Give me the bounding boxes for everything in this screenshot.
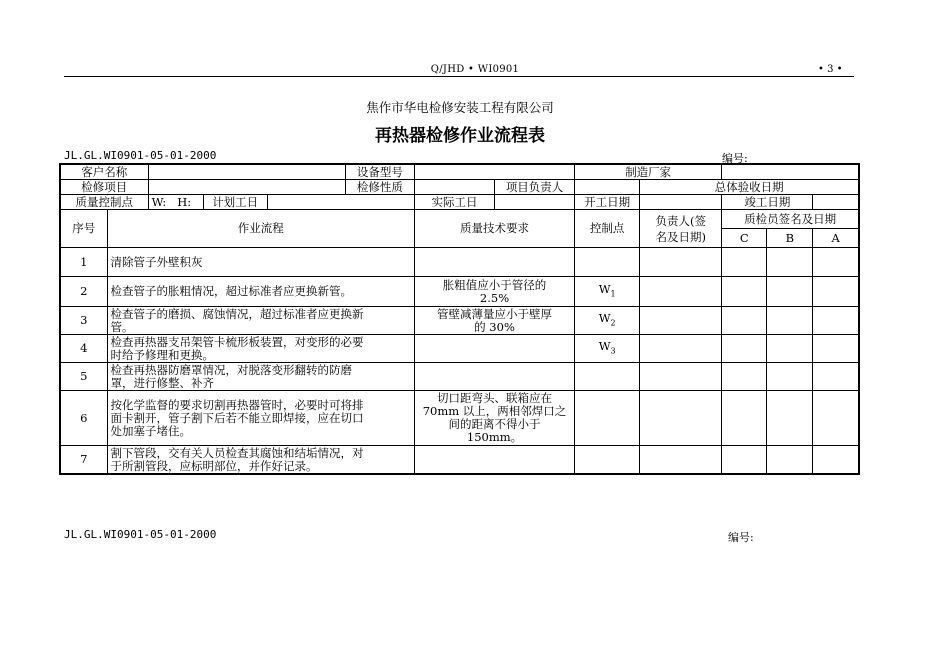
- flow-line: 管。: [110, 319, 134, 334]
- responsible-cell[interactable]: [640, 248, 722, 277]
- quality-line: 间的距离不得小于: [448, 417, 541, 431]
- grade-b-header: B: [767, 229, 813, 248]
- acceptance-label: 总体验收日期: [640, 180, 859, 195]
- flow-line: 处加塞子堵住。: [110, 423, 192, 438]
- grade-c-cell[interactable]: [722, 363, 767, 391]
- control-cell: [575, 335, 640, 363]
- header-rule: [64, 76, 854, 77]
- row-number: 5: [60, 363, 107, 391]
- quality-line: 胀粗值应小于管径的: [442, 277, 547, 292]
- row-number: 4: [60, 335, 107, 363]
- responsible-header: [640, 210, 722, 248]
- model-label: 设备型号: [345, 164, 414, 180]
- responsible-cell[interactable]: [640, 307, 722, 335]
- table-row: [60, 391, 859, 446]
- page-title: 再热器检修作业流程表: [375, 126, 545, 146]
- flow-line: 检查管子的磨损、腐蚀情况，超过标准者应更换新: [110, 306, 364, 321]
- actual-days-value[interactable]: [495, 195, 575, 210]
- control-cell: [575, 446, 640, 475]
- flow-line: 时给予修理和更换。: [110, 347, 215, 362]
- row-number: 7: [60, 446, 107, 475]
- quality-line: 70mm 以上，两相邻焊口之: [422, 404, 567, 418]
- quality-line: 2.5%: [479, 290, 510, 305]
- item-label: 检修项目: [60, 180, 148, 195]
- model-value[interactable]: [414, 164, 574, 180]
- grade-a-header: A: [813, 229, 859, 248]
- grade-a-cell[interactable]: [813, 248, 859, 277]
- grade-a-cell[interactable]: [813, 335, 859, 363]
- grade-b-cell[interactable]: [767, 307, 813, 335]
- table-row: [60, 363, 859, 391]
- row-number: 6: [60, 391, 107, 446]
- plan-days-value[interactable]: [267, 195, 414, 210]
- grade-b-cell[interactable]: [767, 335, 813, 363]
- flow-header: 作业流程: [107, 210, 414, 248]
- grade-c-cell[interactable]: [722, 307, 767, 335]
- control-cell: [575, 363, 640, 391]
- page-number: • 3 •: [818, 64, 843, 75]
- row-number: 2: [60, 277, 107, 307]
- qc-header: 质检员签名及日期: [722, 210, 859, 229]
- h-label: H:: [177, 194, 192, 209]
- flow-line: 面卡割开，管子割下后若不能立即焊接，应在切口: [110, 410, 364, 425]
- table-row: [60, 335, 859, 363]
- grade-b-cell[interactable]: [767, 248, 813, 277]
- control-header: 控制点: [575, 210, 640, 248]
- quality-header: 质量技术要求: [414, 210, 574, 248]
- table-row: [60, 446, 859, 475]
- grade-a-cell[interactable]: [813, 446, 859, 475]
- control-point-subscript: 2: [610, 318, 616, 328]
- responsible-cell[interactable]: [640, 277, 722, 307]
- responsible-cell[interactable]: [640, 391, 722, 446]
- start-date-value[interactable]: [640, 195, 722, 210]
- nature-label: 检修性质: [345, 180, 414, 195]
- grade-b-cell[interactable]: [767, 363, 813, 391]
- document-code: Q/JHD • WI0901: [430, 64, 520, 75]
- info-row-2: [60, 180, 859, 195]
- flow-cell: [107, 307, 414, 335]
- quality-cell: [414, 277, 574, 307]
- flow-line: 检查再热器支吊架管卡梳形板装置，对变形的必要: [110, 334, 364, 349]
- maker-label: 制造厂家: [575, 164, 722, 180]
- control-point: W: [598, 310, 611, 325]
- plan-days-label: 计划工日: [203, 195, 267, 210]
- quality-cell: [414, 363, 574, 391]
- grade-b-cell[interactable]: [767, 277, 813, 307]
- quality-cell: [414, 335, 574, 363]
- actual-days-label: 实际工日: [414, 195, 494, 210]
- item-value[interactable]: [148, 180, 345, 195]
- grade-c-cell[interactable]: [722, 248, 767, 277]
- responsible-header-line-1: 负责人(签: [655, 213, 706, 228]
- flow-cell: [107, 446, 414, 475]
- table-row: [60, 307, 859, 335]
- table-row: [60, 277, 859, 307]
- w-label: W:: [151, 194, 167, 209]
- grade-c-header: C: [722, 229, 767, 248]
- quality-cell: [414, 391, 574, 446]
- flow-cell: [107, 363, 414, 391]
- customer-value[interactable]: [148, 164, 345, 180]
- control-point-subscript: 3: [610, 346, 616, 356]
- work-flow-table: [59, 163, 860, 475]
- start-date-label: 开工日期: [575, 195, 640, 210]
- quality-line: 切口距弯头、联箱应在: [437, 391, 553, 405]
- grade-b-cell[interactable]: [767, 391, 813, 446]
- table-row: [60, 248, 859, 277]
- control-point-subscript: 1: [610, 289, 616, 299]
- flow-line: 罩，进行修整、补齐: [110, 375, 215, 390]
- grade-c-cell[interactable]: [722, 335, 767, 363]
- column-header-row-1: [60, 210, 859, 229]
- finish-date-value[interactable]: [813, 195, 859, 210]
- flow-line: 割下管段，交有关人员检查其腐蚀和结垢情况，对: [110, 445, 364, 460]
- flow-line: 于所割管段，应标明部位，并作好记录。: [110, 458, 318, 473]
- flow-cell: 清除管子外壁积灰: [107, 248, 414, 277]
- control-cell: [575, 391, 640, 446]
- grade-c-cell[interactable]: [722, 446, 767, 475]
- quality-cell: [414, 446, 574, 475]
- control-point: W: [598, 338, 611, 353]
- info-row-1: [60, 164, 859, 180]
- quality-cell: [414, 307, 574, 335]
- leader-label: 项目负责人: [495, 180, 575, 195]
- row-number: 1: [60, 248, 107, 277]
- w-h-field[interactable]: [148, 195, 203, 210]
- control-cell: [575, 277, 640, 307]
- grade-b-cell[interactable]: [767, 446, 813, 475]
- grade-c-cell[interactable]: [722, 391, 767, 446]
- flow-cell: [107, 391, 414, 446]
- customer-label: 客户名称: [60, 164, 148, 180]
- quality-line: 管壁减薄量应小于壁厚: [437, 306, 553, 321]
- responsible-cell[interactable]: [640, 363, 722, 391]
- maker-value[interactable]: [722, 164, 859, 180]
- number-label: 编号:: [722, 152, 748, 165]
- company-name: 焦作市华电检修安装工程有限公司: [366, 100, 554, 115]
- quality-line: 150mm。: [466, 430, 523, 444]
- form-code: JL.GL.WI0901-05-01-2000: [64, 149, 217, 162]
- grade-a-cell[interactable]: [813, 363, 859, 391]
- control-cell: [575, 307, 640, 335]
- grade-a-cell[interactable]: [813, 277, 859, 307]
- nature-value[interactable]: [414, 180, 494, 195]
- flow-cell: 检查管子的胀粗情况，超过标准者应更换新管。: [107, 277, 414, 307]
- qc-points-label: 质量控制点: [60, 195, 148, 210]
- quality-cell: [414, 248, 574, 277]
- grade-c-cell[interactable]: [722, 277, 767, 307]
- info-row-3: [60, 195, 859, 210]
- finish-date-label: 竣工日期: [722, 195, 813, 210]
- grade-a-cell[interactable]: [813, 307, 859, 335]
- grade-a-cell[interactable]: [813, 391, 859, 446]
- control-cell: [575, 248, 640, 277]
- flow-cell: [107, 335, 414, 363]
- flow-line: 检查再热器防磨罩情况，对脱落变形翻转的防磨: [110, 362, 353, 377]
- footer-form-code: JL.GL.WI0901-05-01-2000: [64, 528, 217, 541]
- seq-header: 序号: [60, 210, 107, 248]
- quality-line: 的 30%: [474, 319, 515, 334]
- responsible-header-line-2: 名及日期): [655, 229, 706, 244]
- footer-number-label: 编号:: [728, 531, 754, 544]
- control-point: W: [598, 281, 611, 296]
- flow-line: 按化学监督的要求切割再热器管时，必要时可将排: [110, 397, 364, 412]
- row-number: 3: [60, 307, 107, 335]
- responsible-cell[interactable]: [640, 335, 722, 363]
- responsible-cell[interactable]: [640, 446, 722, 475]
- leader-value[interactable]: [575, 180, 640, 195]
